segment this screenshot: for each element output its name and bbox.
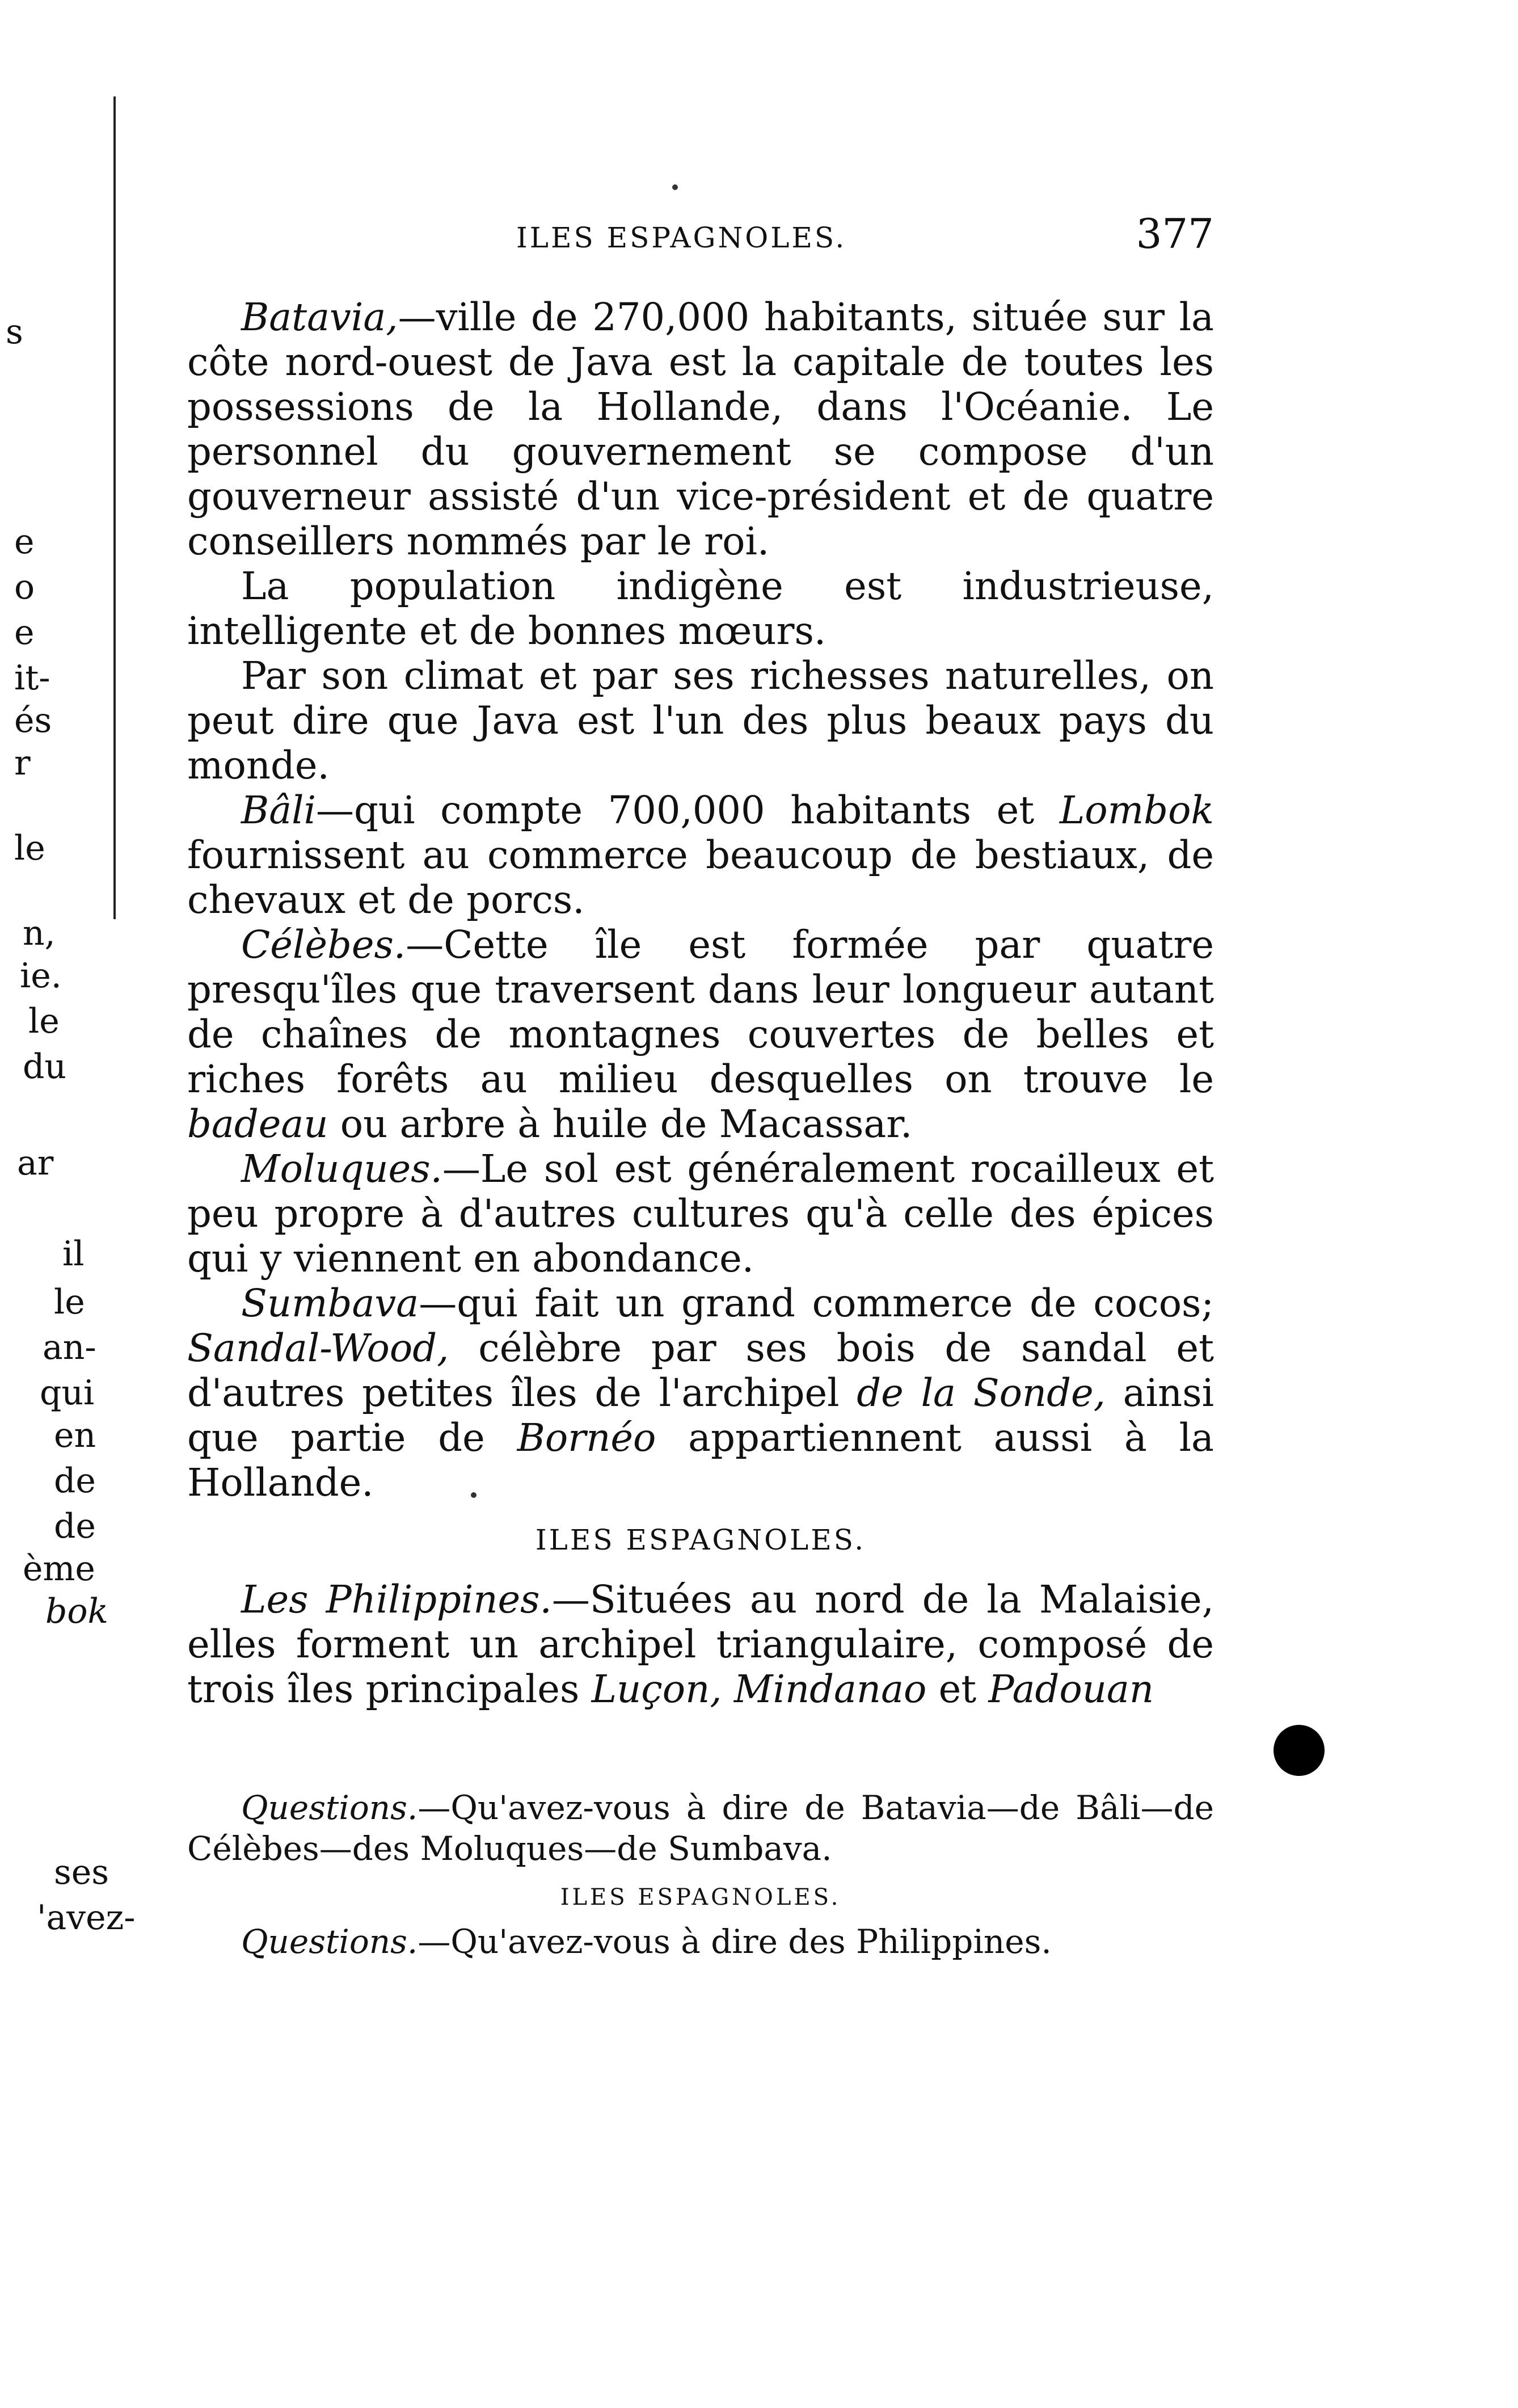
- paragraph-celebes: [187, 923, 1214, 1147]
- margin-fragment: bok: [45, 1592, 108, 1631]
- paragraph-text: —qui compte 700,000 habitants et: [316, 788, 1060, 832]
- margin-fragment: ses: [54, 1853, 109, 1892]
- margin-fragment: le: [14, 828, 45, 868]
- margin-fragment: it-: [14, 658, 50, 698]
- paragraph-text: —qui fait un grand commerce de cocos;: [419, 1281, 1214, 1325]
- paragraph-text: appartiennent aussi à la Hollande.: [187, 1416, 1214, 1505]
- margin-fragment: o: [14, 567, 35, 607]
- page-header: [187, 210, 1214, 261]
- paragraph-text: —Le sol est généralement rocailleux et peu propre à d'autres cultures qu'à celle des épices qui y viennent en abondance.: [187, 1147, 1214, 1281]
- margin-fragment: ar: [17, 1143, 54, 1183]
- paragraph-text: —Situées au nord de la Malaisie, elles forment un archipel triangulaire, composé de trois îles principales: [187, 1577, 1214, 1711]
- paragraph-text: —ville de 270,000 habitants, située sur la côte nord-ouest de Java est la capitale de toutes les possessions de la Hollande, dans l'Océanie. Le personnel du gouvernement se compose d'un gouverneur assisté d'un vice-président et de quatre conseillers nommés par le roi.: [187, 295, 1214, 563]
- place-name: Padouan: [988, 1667, 1154, 1711]
- place-name: Sandal-Wood,: [187, 1326, 449, 1370]
- place-name: Moluques.: [241, 1147, 442, 1191]
- ink-speck: [471, 1492, 477, 1498]
- margin-fragment: de: [54, 1461, 96, 1501]
- paragraph-text: ou arbre à huile de Macassar.: [328, 1102, 913, 1146]
- margin-fragment: il: [62, 1234, 85, 1274]
- margin-fragment: e: [14, 522, 35, 562]
- questions-heading: ILES ESPAGNOLES.: [560, 1884, 841, 1910]
- place-name: Luçon,: [591, 1667, 722, 1711]
- question-text: —Qu'avez-vous à dire de Batavia—de Bâli—de Célèbes—des Moluques—de Sumbava.: [187, 1788, 1214, 1868]
- page-number: 377: [1136, 210, 1214, 258]
- place-name: Bâli: [241, 788, 317, 832]
- paragraph-text: —Cette île est formée par quatre presqu'îles que traversent dans leur longueur autant de chaînes de montagnes couvertes de belles et riches forêts au milieu desquelles on trouve le: [187, 923, 1214, 1101]
- margin-fragment: e: [14, 613, 35, 652]
- margin-fragment: n,: [23, 913, 56, 953]
- paragraph-text: Par son climat et par ses richesses naturelles, on peut dire que Java est l'un des plus beaux pays du monde.: [187, 654, 1214, 788]
- place-name: Les Philippines.: [241, 1577, 552, 1622]
- place-name: Sumbava: [241, 1281, 419, 1325]
- paragraph-moluques: [187, 1147, 1214, 1281]
- running-title: ILES ESPAGNOLES.: [516, 221, 847, 254]
- margin-fragment: r: [14, 743, 31, 783]
- margin-fragment: du: [23, 1047, 67, 1087]
- paragraph-population: [187, 564, 1214, 654]
- main-text: [187, 295, 1214, 1712]
- paragraph-bali: [187, 788, 1214, 923]
- previous-page-margin: [0, 0, 142, 2408]
- margin-fragment: le: [28, 1001, 60, 1041]
- margin-fragment: és: [14, 701, 52, 740]
- margin-fragment: ème: [23, 1549, 95, 1589]
- question-text: —Qu'avez-vous à dire des Philippines.: [418, 1922, 1052, 1961]
- place-name: de la Sonde,: [857, 1371, 1106, 1415]
- margin-fragment: le: [54, 1282, 85, 1322]
- margin-fragment: qui: [40, 1373, 95, 1413]
- paragraph-batavia: [187, 295, 1214, 564]
- term: badeau: [187, 1102, 328, 1146]
- place-name: Mindanao: [733, 1667, 927, 1711]
- question-label: Questions.: [241, 1788, 418, 1827]
- margin-fragment: ie.: [20, 956, 62, 996]
- margin-fragment: en: [54, 1416, 96, 1455]
- paragraph-text: célèbre par ses bois de sandal et d'autres petites îles de l'archipel: [187, 1326, 1214, 1415]
- question-2: [187, 1921, 1214, 1962]
- margin-fragment: s: [6, 312, 23, 352]
- paragraph-text: et: [926, 1667, 989, 1711]
- place-name: Lombok: [1059, 788, 1214, 832]
- place-name: Célèbes.: [241, 923, 406, 967]
- paragraph-text: fournissent au commerce beaucoup de bestiaux, de chevaux et de porcs.: [187, 833, 1214, 922]
- ink-blot: [1274, 1725, 1325, 1776]
- paragraph-philippines: [187, 1577, 1214, 1712]
- questions-block: [187, 1787, 1214, 1962]
- question-label: Questions.: [241, 1922, 418, 1961]
- paragraph-climat: [187, 654, 1214, 788]
- paragraph-text: La population indigène est industrieuse, intelligente et de bonnes mœurs.: [187, 564, 1214, 653]
- paragraph-sumbava: [187, 1281, 1214, 1505]
- paragraph-text: [722, 1667, 734, 1711]
- margin-fragment: de: [54, 1506, 96, 1546]
- paragraph-text: ainsi que partie de: [187, 1371, 1215, 1460]
- margin-fragment: 'avez-: [37, 1898, 136, 1938]
- section-title: ILES ESPAGNOLES.: [535, 1523, 866, 1556]
- place-name: Bornéo: [517, 1416, 656, 1460]
- question-1: [187, 1787, 1214, 1869]
- ink-speck: [672, 184, 678, 190]
- margin-fragment: an-: [43, 1328, 96, 1367]
- place-name: Batavia,: [241, 295, 398, 339]
